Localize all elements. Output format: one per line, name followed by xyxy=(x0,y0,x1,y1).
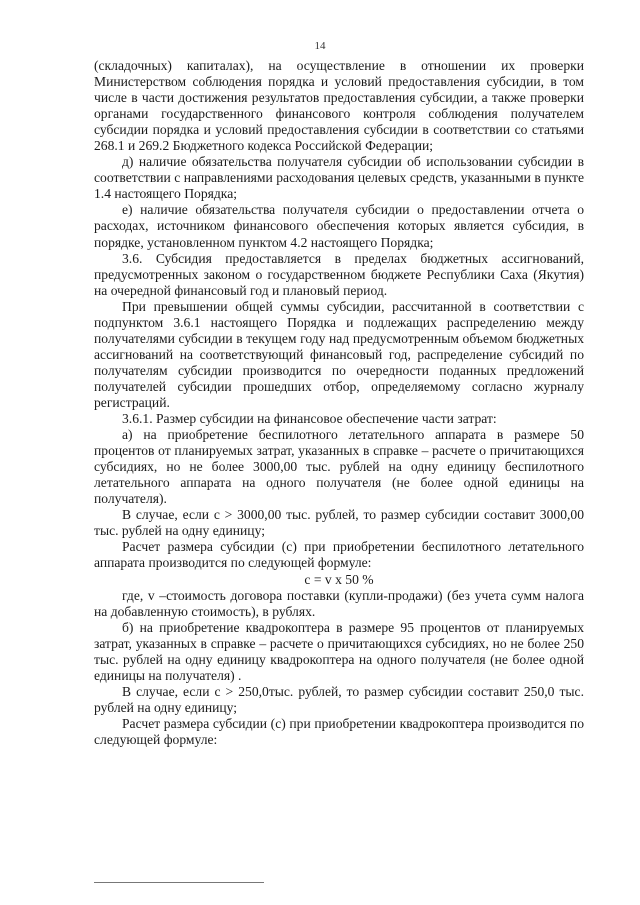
paragraph-item-a: а) на приобретение беспилотного летательного аппарата в размере 50 процентов от планируемых затрат, указанных в справке – расчете о причитающихся субсидиях, но не более 3000,00 тыс. рублей на одну единицу беспилотного летательного аппарата на одного получателя (не более одной единицы на получателя). xyxy=(94,427,584,507)
paragraph-item-e: е) наличие обязательства получателя субсидии о предоставлении отчета о расходах, источником финансового обеспечения которых является субсидия, в порядке, установленном пунктом 4.2 настоящего Порядка; xyxy=(94,202,584,250)
paragraph-item-b: б) на приобретение квадрокоптера в размере 95 процентов от планируемых затрат, указанных в справке – расчете о причитающихся субсидиях, но не более 250 тыс. рублей на одну единицу квадрокоптера на одного получателя (не более одной единицы на получателя) . xyxy=(94,619,584,683)
footnote-divider xyxy=(94,882,264,883)
paragraph-continuation: (складочных) капиталах), на осуществление в отношении их проверки Министерством соблюдения порядка и условий предоставления субсидии, в том числе в части достижения результатов предоставления субсидии, а также проверки органами государственного финансового контроля соблюдения получателем субсидии порядка и условий предоставления субсидии в соответствии со статьями 268.1 и 269.2 Бюджетного кодекса Российской Федерации; xyxy=(94,58,584,154)
paragraph-item-d: д) наличие обязательства получателя субсидии об использовании субсидии в соответствии с направлениями расходования целевых средств, указанными в пункте 1.4 настоящего Порядка; xyxy=(94,154,584,202)
paragraph-calc-a: Расчет размера субсидии (с) при приобретении беспилотного летательного аппарата производится по следующей формуле: xyxy=(94,539,584,571)
paragraph-limit-a: В случае, если c > 3000,00 тыс. рублей, то размер субсидии составит 3000,00 тыс. рублей на одну единицу; xyxy=(94,507,584,539)
paragraph-limit-b: В случае, если c > 250,0тыс. рублей, то размер субсидии составит 250,0 тыс. рублей на одну единицу; xyxy=(94,683,584,715)
paragraph-3-6: 3.6. Субсидия предоставляется в пределах бюджетных ассигнований, предусмотренных законом о государственном бюджете Республики Саха (Якутия) на очередной финансовый год и плановый период. xyxy=(94,250,584,298)
paragraph-calc-b: Расчет размера субсидии (с) при приобретении квадрокоптера производится по следующей формуле: xyxy=(94,715,584,747)
page-number: 14 xyxy=(314,40,326,52)
paragraph-where-v: где, v –стоимость договора поставки (купли-продажи) (без учета сумм налога на добавленную стоимость), в рублях. xyxy=(94,587,584,619)
paragraph-distribution: При превышении общей суммы субсидии, рассчитанной в соответствии с подпунктом 3.6.1 настоящего Порядка и подлежащих распределению между получателями субсидии в текущем году над предусмотренным объемом бюджетных ассигнований на соответствующий финансовый год, распределение субсидий по получателям субсидии производится по очередности поданных предложений получателей субсидии прошедших отбор, определяемому согласно журналу регистраций. xyxy=(94,298,584,410)
document-body xyxy=(94,58,584,748)
paragraph-3-6-1: 3.6.1. Размер субсидии на финансовое обеспечение части затрат: xyxy=(122,411,497,427)
formula-a: c = v x 50 % xyxy=(304,571,374,587)
